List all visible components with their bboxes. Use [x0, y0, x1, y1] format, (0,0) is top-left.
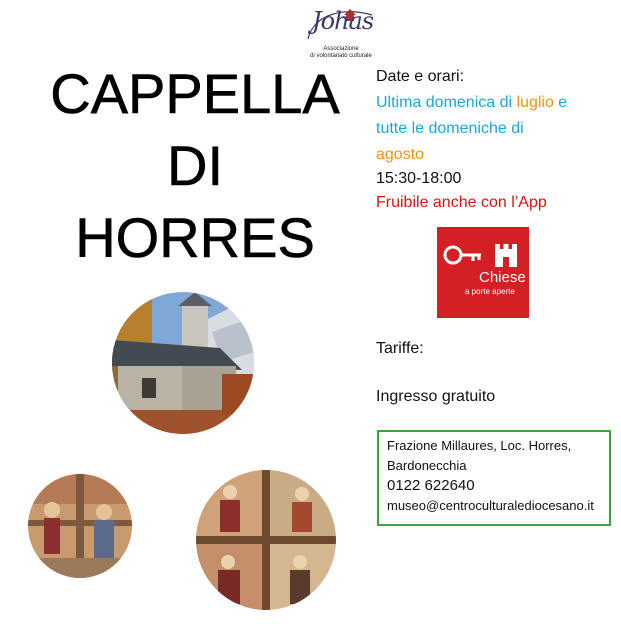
address-line-1: Frazione Millaures, Loc. Horres, [387, 438, 572, 453]
tariffe-value: Ingresso gratuito [376, 388, 496, 405]
app-tagline: a porte aperte [465, 287, 515, 296]
phone-number[interactable]: 0122 622640 [387, 477, 475, 494]
contact-box [377, 430, 611, 526]
dates-line-2: tutte le domeniche di [376, 120, 524, 137]
dates-heading: Date e orari: [376, 68, 465, 85]
title-line-1: CAPPELLA [50, 62, 340, 125]
fresco-photo-left [28, 474, 132, 578]
dates-month-july: luglio [516, 94, 554, 111]
title-line-2: DI [167, 134, 223, 197]
dates-line-1-text: Ultima domenica di [376, 94, 517, 111]
castle-icon [491, 241, 521, 269]
dates-line-1 [376, 90, 567, 116]
address-line-2: Bardonecchia [387, 458, 467, 473]
tariffe-label: Tariffe: [376, 340, 424, 357]
chapel-photo [112, 292, 254, 434]
logo-subtitle-2: di volontariato culturale [310, 53, 372, 59]
logo-script: Johas [312, 7, 374, 35]
email-address[interactable]: museo@centroculturalediocesano.it [387, 498, 594, 513]
dates-month-august: agosto [376, 146, 425, 163]
dates-line-1-end: e [553, 94, 568, 111]
app-name: Chiese [479, 269, 526, 286]
app-badge[interactable] [437, 227, 529, 318]
title-line-3: HORRES [75, 206, 315, 269]
page-title [30, 58, 360, 274]
logo-subtitle-1: Associazione [323, 46, 359, 52]
app-note: Fruibile anche con l’App [376, 194, 547, 211]
fresco-photo-right [196, 470, 336, 610]
logo [296, 5, 386, 61]
opening-hours: 15:30-18:00 [376, 170, 462, 187]
